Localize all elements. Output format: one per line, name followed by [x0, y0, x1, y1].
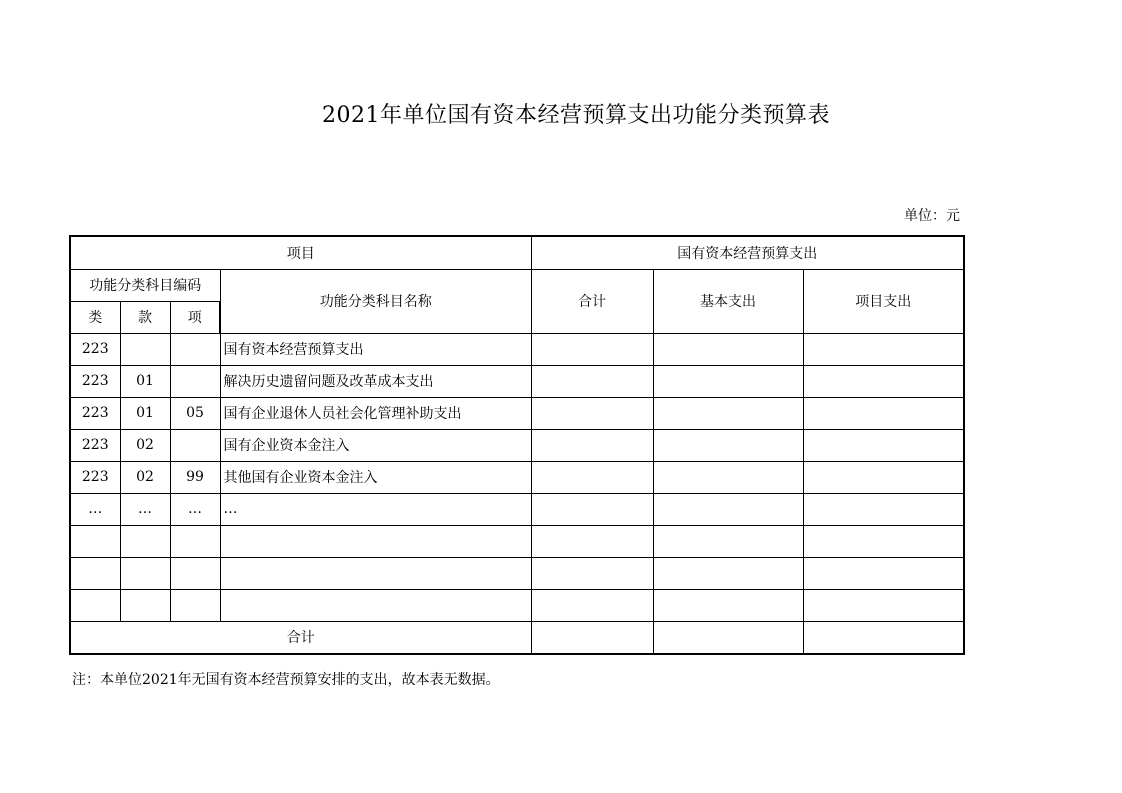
header-code-group: 功能分类科目编码: [70, 269, 220, 301]
cell-total: [531, 397, 653, 429]
cell-total: [531, 557, 653, 589]
footer-project: [803, 621, 964, 654]
cell-xiang: [170, 333, 220, 365]
cell-project: [803, 365, 964, 397]
header-total-col: 合计: [531, 269, 653, 333]
cell-basic: [653, 429, 803, 461]
header-row-1: [70, 236, 964, 269]
cell-xiang: 99: [170, 461, 220, 493]
cell-xiang: …: [170, 493, 220, 525]
cell-name: [220, 557, 531, 589]
table-row: [70, 589, 964, 621]
cell-kuan: [120, 333, 170, 365]
cell-xiang: [170, 525, 220, 557]
cell-project: [803, 525, 964, 557]
cell-name: [220, 589, 531, 621]
cell-lei: 223: [70, 397, 120, 429]
budget-table: [69, 235, 965, 655]
cell-kuan: 02: [120, 461, 170, 493]
cell-name: 解决历史遗留问题及改革成本支出: [220, 365, 531, 397]
cell-project: [803, 589, 964, 621]
cell-name: [220, 525, 531, 557]
footer-label: 合计: [70, 621, 531, 654]
cell-lei: 223: [70, 461, 120, 493]
cell-kuan: …: [120, 493, 170, 525]
table-row: [70, 397, 964, 429]
header-project: 项目: [70, 236, 531, 269]
footer-basic: [653, 621, 803, 654]
cell-basic: [653, 493, 803, 525]
cell-lei: [70, 589, 120, 621]
cell-basic: [653, 461, 803, 493]
cell-kuan: 01: [120, 365, 170, 397]
cell-lei: …: [70, 493, 120, 525]
footer-total: [531, 621, 653, 654]
table-row: [70, 429, 964, 461]
cell-project: [803, 557, 964, 589]
cell-lei: 223: [70, 365, 120, 397]
cell-total: [531, 525, 653, 557]
cell-lei: 223: [70, 429, 120, 461]
cell-total: [531, 493, 653, 525]
cell-total: [531, 365, 653, 397]
header-name-col: 功能分类科目名称: [220, 269, 531, 333]
cell-project: [803, 333, 964, 365]
header-lei: 类: [70, 301, 120, 333]
cell-lei: [70, 525, 120, 557]
cell-lei: 223: [70, 333, 120, 365]
cell-name: …: [220, 493, 531, 525]
cell-xiang: [170, 365, 220, 397]
header-kuan: 款: [120, 301, 170, 333]
cell-project: [803, 461, 964, 493]
cell-kuan: 02: [120, 429, 170, 461]
cell-kuan: 01: [120, 397, 170, 429]
cell-basic: [653, 397, 803, 429]
table-row: [70, 365, 964, 397]
cell-basic: [653, 525, 803, 557]
footnote: 注：本单位2021年无国有资本经营预算安排的支出，故本表无数据。: [72, 672, 500, 688]
cell-basic: [653, 589, 803, 621]
cell-name: 国有企业退休人员社会化管理补助支出: [220, 397, 531, 429]
cell-basic: [653, 365, 803, 397]
cell-name: 国有企业资本金注入: [220, 429, 531, 461]
cell-total: [531, 333, 653, 365]
header-basic-col: 基本支出: [653, 269, 803, 333]
cell-xiang: [170, 429, 220, 461]
footer-row: [70, 621, 964, 654]
unit-label: 单位：元: [904, 208, 960, 224]
cell-kuan: [120, 557, 170, 589]
cell-total: [531, 461, 653, 493]
table-row: [70, 333, 964, 365]
cell-name: 国有资本经营预算支出: [220, 333, 531, 365]
table-row: [70, 493, 964, 525]
cell-xiang: [170, 589, 220, 621]
cell-total: [531, 589, 653, 621]
cell-total: [531, 429, 653, 461]
cell-kuan: [120, 525, 170, 557]
page-title: 2021年单位国有资本经营预算支出功能分类预算表: [322, 103, 830, 128]
cell-kuan: [120, 589, 170, 621]
cell-project: [803, 493, 964, 525]
cell-project: [803, 429, 964, 461]
cell-project: [803, 397, 964, 429]
cell-basic: [653, 557, 803, 589]
cell-basic: [653, 333, 803, 365]
cell-xiang: [170, 557, 220, 589]
table-row: [70, 557, 964, 589]
cell-name: 其他国有企业资本金注入: [220, 461, 531, 493]
header-xiang: 项: [170, 301, 220, 333]
header-project-exp-col: 项目支出: [803, 269, 964, 333]
cell-xiang: 05: [170, 397, 220, 429]
table-row: [70, 525, 964, 557]
header-expenditure-group: 国有资本经营预算支出: [531, 236, 964, 269]
header-row-2: [70, 269, 964, 301]
table-row: [70, 461, 964, 493]
cell-lei: [70, 557, 120, 589]
